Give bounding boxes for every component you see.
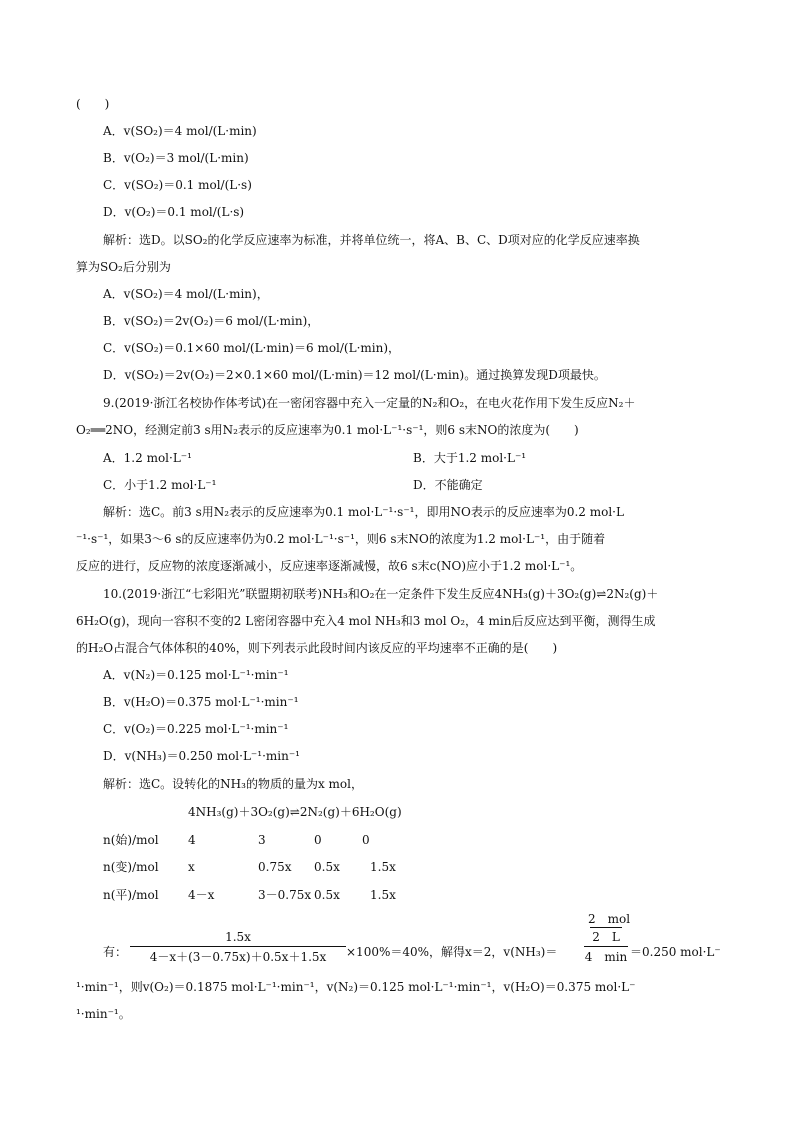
q9-stem-line-1: 9.(2019·浙江名校协作体考试)在一密闭容器中充入一定量的N₂和O₂，在电火花作用下发生反应N₂＋ bbox=[103, 396, 636, 410]
fraction-bar bbox=[130, 946, 346, 947]
inner-fraction-bar bbox=[590, 927, 622, 928]
h2o-cell: 0 bbox=[362, 833, 370, 847]
q10-option-c: C．v(O₂)＝0.225 mol·L⁻¹·min⁻¹ bbox=[103, 722, 289, 736]
q8-option-c: C．v(SO₂)＝0.1 mol/(L·s) bbox=[103, 178, 252, 192]
o2-cell: 3－0.75x bbox=[258, 888, 312, 902]
q9-stem-line-2: O₂══2NO，经测定前3 s用N₂表示的反应速率为0.1 mol·L⁻¹·s⁻¹，则6 s末NO的浓度为( ) bbox=[76, 423, 579, 437]
answer-bracket: ( ) bbox=[76, 97, 110, 111]
n2-cell: 0.5x bbox=[314, 860, 340, 874]
q9-option-b: B．大于1.2 mol·L⁻¹ bbox=[413, 451, 527, 465]
inner-denominator: 2 L bbox=[592, 930, 620, 944]
q9-analysis-line-2: ⁻¹·s⁻¹，如果3～6 s的反应速率仍为0.2 mol·L⁻¹·s⁻¹，则6 s末NO的浓度为1.2 mol·L⁻¹，由于随着 bbox=[76, 532, 606, 546]
q9-option-a: A．1.2 mol·L⁻¹ bbox=[103, 451, 192, 465]
solve-text: ×100%＝40%，解得x＝2，v(NH₃)＝ bbox=[346, 945, 558, 959]
q9-analysis-line-1: 解析：选C。前3 s用N₂表示的反应速率为0.1 mol·L⁻¹·s⁻¹，即用NO表示的反应速率为0.2 mol·L bbox=[103, 505, 624, 519]
o2-cell: 0.75x bbox=[258, 860, 292, 874]
outer-denominator: 4 min bbox=[584, 950, 628, 964]
o2-cell: 3 bbox=[258, 833, 266, 847]
q8-option-d: D．v(O₂)＝0.1 mol/(L·s) bbox=[103, 205, 245, 219]
q8-conversion-d: D．v(SO₂)＝2v(O₂)＝2×0.1×60 mol/(L·min)＝12 mol/(L·min)。通过换算发现D项最快。 bbox=[103, 368, 606, 382]
n2-cell: 0 bbox=[314, 833, 322, 847]
q8-conversion-b: B．v(SO₂)＝2v(O₂)＝6 mol/(L·min)， bbox=[103, 314, 320, 328]
q8-conversion-a: A．v(SO₂)＝4 mol/(L·min)， bbox=[103, 287, 269, 301]
q8-option-b: B．v(O₂)＝3 mol/(L·min) bbox=[103, 151, 249, 165]
q10-option-b: B．v(H₂O)＝0.375 mol·L⁻¹·min⁻¹ bbox=[103, 695, 299, 709]
have-label: 有： bbox=[103, 945, 128, 959]
fraction-denominator: 4－x＋(3－0.75x)＋0.5x＋1.5x bbox=[149, 950, 327, 964]
n2-cell: 0.5x bbox=[314, 888, 340, 902]
row-label: n(变)/mol bbox=[103, 860, 159, 874]
q10-option-d: D．v(NH₃)＝0.250 mol·L⁻¹·min⁻¹ bbox=[103, 749, 300, 763]
nh3-cell: 4－x bbox=[188, 888, 215, 902]
outer-fraction-bar bbox=[584, 946, 628, 947]
q9-option-d: D．不能确定 bbox=[413, 478, 483, 492]
fraction-numerator: 1.5x bbox=[225, 930, 251, 944]
q10-stem-line-3: 的H₂O占混合气体体积的40%，则下列表示此段时间内该反应的平均速率不正确的是( ) bbox=[76, 641, 558, 655]
q10-analysis-line-1: 解析：选C。设转化的NH₃的物质的量为x mol， bbox=[103, 777, 363, 791]
q9-option-c: C．小于1.2 mol·L⁻¹ bbox=[103, 478, 217, 492]
q10-rates-line-1: ¹·min⁻¹，则v(O₂)＝0.1875 mol·L⁻¹·min⁻¹，v(N₂)＝0.125 mol·L⁻¹·min⁻¹，v(H₂O)＝0.375 mol·L⁻ bbox=[76, 980, 636, 994]
row-label: n(平)/mol bbox=[103, 888, 159, 902]
nh3-rate-result: ＝0.250 mol·L⁻ bbox=[630, 945, 721, 959]
h2o-cell: 1.5x bbox=[370, 888, 396, 902]
q9-analysis-line-3: 反应的进行，反应物的浓度逐渐减小，反应速率逐渐减慢，故6 s末c(NO)应小于1.2 mol·L⁻¹。 bbox=[76, 559, 583, 573]
nh3-cell: 4 bbox=[188, 833, 196, 847]
reaction-equation: 4NH₃(g)＋3O₂(g)⇌2N₂(g)＋6H₂O(g) bbox=[188, 805, 402, 819]
q8-option-a: A．v(SO₂)＝4 mol/(L·min) bbox=[103, 124, 257, 138]
q8-analysis-line-1: 解析：选D。以SO₂的化学反应速率为标准，并将单位统一，将A、B、C、D项对应的化学反应速率换 bbox=[103, 233, 640, 247]
q10-stem-line-2: 6H₂O(g)，现向一容积不变的2 L密闭容器中充入4 mol NH₃和3 mol O₂，4 min后反应达到平衡，测得生成 bbox=[76, 614, 656, 628]
row-label: n(始)/mol bbox=[103, 833, 159, 847]
q8-conversion-c: C．v(SO₂)＝0.1×60 mol/(L·min)＝6 mol/(L·min)， bbox=[103, 341, 401, 355]
h2o-cell: 1.5x bbox=[370, 860, 396, 874]
q10-stem-line-1: 10.(2019·浙江“七彩阳光”联盟期初联考)NH₃和O₂在一定条件下发生反应4NH₃(g)＋3O₂(g)⇌2N₂(g)＋ bbox=[103, 587, 659, 601]
q10-option-a: A．v(N₂)＝0.125 mol·L⁻¹·min⁻¹ bbox=[103, 668, 289, 682]
inner-numerator: 2 mol bbox=[588, 912, 631, 926]
nh3-cell: x bbox=[188, 860, 195, 874]
q10-rates-line-2: ¹·min⁻¹。 bbox=[76, 1007, 131, 1021]
q8-analysis-line-2: 算为SO₂后分别为 bbox=[76, 260, 171, 274]
